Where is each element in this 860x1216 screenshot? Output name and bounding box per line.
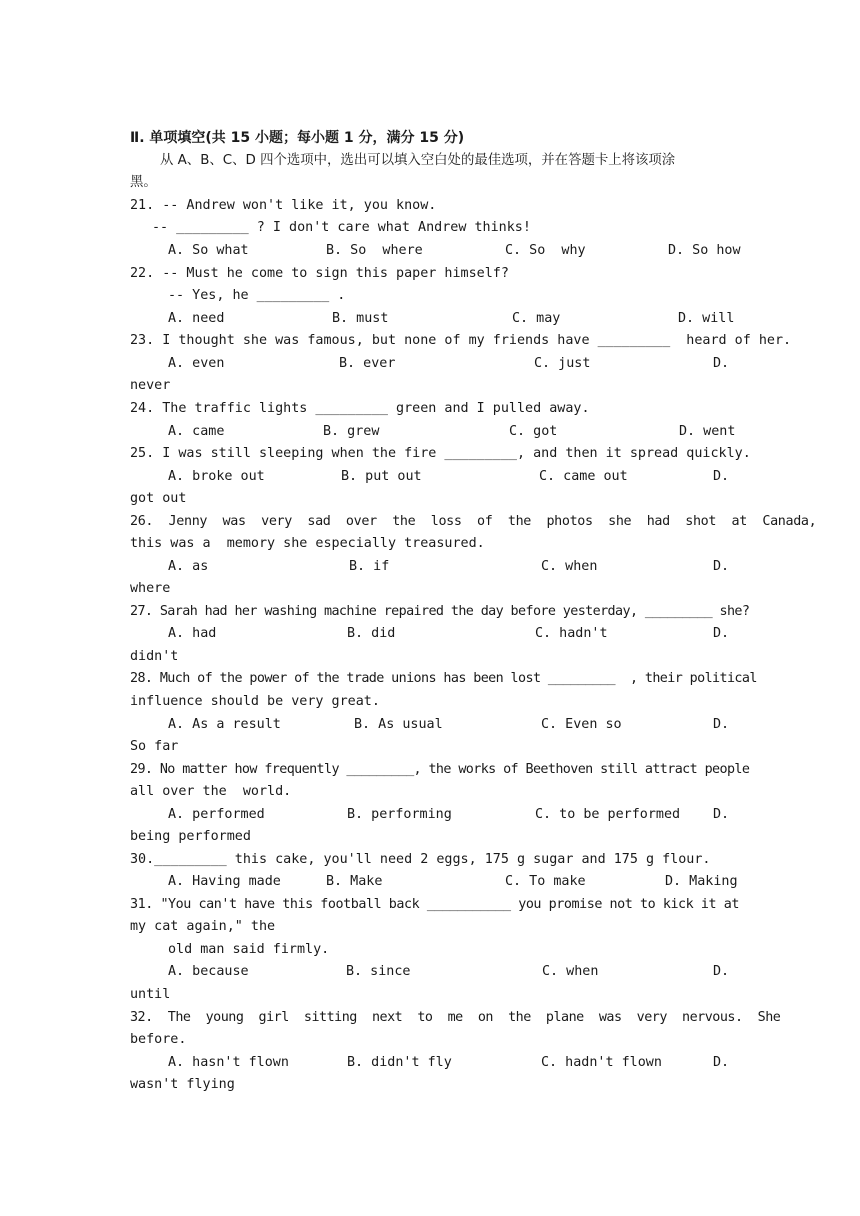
question-29-option-c: C. to be performed — [535, 807, 681, 822]
question-24-option-d: D. went — [679, 424, 736, 439]
question-32-option-a: A. hasn't flown — [168, 1055, 289, 1070]
question-29-option-d: D. — [713, 807, 730, 822]
question-21-option-b: B. So where — [326, 243, 423, 258]
question-32-option-b: B. didn't fly — [347, 1055, 452, 1070]
question-26-stem: 26. Jenny was very sad over the loss of the photos she had shot at Canada, — [130, 514, 817, 529]
question-28-stem: 28. Much of the power of the trade unions has been lost _________ , their political — [130, 671, 757, 686]
question-29-option-d-text: being performed — [130, 829, 251, 844]
question-32-line-2: before. — [130, 1032, 187, 1047]
question-27-option-c: C. hadn't — [535, 626, 608, 641]
question-27-option-a: A. had — [168, 626, 217, 641]
question-31-line-3: old man said firmly. — [168, 942, 330, 957]
question-23-option-d: D. — [713, 356, 730, 371]
question-22-line-2: -- Yes, he _________ . — [168, 288, 346, 303]
question-29-option-b: B. performing — [347, 807, 452, 822]
question-21-option-d: D. So how — [668, 243, 741, 258]
question-25-option-b: B. put out — [341, 469, 422, 484]
question-27-option-d: D. — [713, 626, 730, 641]
question-28-option-b: B. As usual — [354, 717, 443, 732]
question-31-option-c: C. when — [542, 964, 599, 979]
question-25-stem: 25. I was still sleeping when the fire _________, and then it spread quickly. — [130, 446, 751, 461]
question-21-stem: 21. -- Andrew won't like it, you know. — [130, 198, 437, 213]
question-31-line-2: my cat again," the — [130, 919, 276, 934]
question-23-option-c: C. just — [534, 356, 591, 371]
question-24-stem: 24. The traffic lights _________ green and I pulled away. — [130, 401, 590, 416]
question-24-option-a: A. came — [168, 424, 225, 439]
question-29-line-2: all over the world. — [130, 784, 292, 799]
question-26-option-d: D. — [713, 559, 730, 574]
question-21-option-c: C. So why — [505, 243, 586, 258]
question-31-option-d: D. — [713, 964, 730, 979]
question-23-option-a: A. even — [168, 356, 225, 371]
question-21-option-a: A. So what — [168, 243, 249, 258]
question-23-option-b: B. ever — [339, 356, 396, 371]
question-25-option-a: A. broke out — [168, 469, 265, 484]
question-31-stem: 31. "You can't have this football back ___________ you promise not to kick it at — [130, 897, 739, 912]
question-26-option-d-text: where — [130, 581, 171, 596]
question-26-option-c: C. when — [541, 559, 598, 574]
instruction-line-1: 从 A、B、C、D 四个选项中，选出可以填入空白处的最佳选项，并在答题卡上将该项涂 — [160, 153, 676, 168]
question-27-stem: 27. Sarah had her washing machine repaired the day before yesterday, _________ she? — [130, 604, 750, 619]
question-21-line-2: -- _________ ? I don't care what Andrew thinks! — [152, 220, 531, 235]
question-30-stem: 30._________ this cake, you'll need 2 eggs, 175 g sugar and 175 g flour. — [130, 852, 711, 867]
question-31-option-b: B. since — [346, 964, 411, 979]
question-32-option-c: C. hadn't flown — [541, 1055, 662, 1070]
question-26-line-2: this was a memory she especially treasured. — [130, 536, 485, 551]
question-22-option-b: B. must — [332, 311, 389, 326]
question-32-option-d-text: wasn't flying — [130, 1077, 235, 1092]
question-28-option-d-text: So far — [130, 739, 179, 754]
question-25-option-c: C. came out — [539, 469, 628, 484]
question-31-option-d-text: until — [130, 987, 171, 1002]
question-29-option-a: A. performed — [168, 807, 265, 822]
question-22-stem: 22. -- Must he come to sign this paper himself? — [130, 266, 509, 281]
question-28-option-c: C. Even so — [541, 717, 622, 732]
question-32-option-d: D. — [713, 1055, 730, 1070]
question-30-option-d: D. Making — [665, 874, 738, 889]
section-heading: Ⅱ. 单项填空(共 15 小题；每小题 1 分，满分 15 分) — [130, 130, 465, 146]
question-28-option-a: A. As a result — [168, 717, 281, 732]
question-27-option-d-text: didn't — [130, 649, 179, 664]
question-29-stem: 29. No matter how frequently _________, the works of Beethoven still attract people — [130, 762, 750, 777]
question-22-option-c: C. may — [512, 311, 561, 326]
question-23-stem: 23. I thought she was famous, but none of my friends have _________ heard of her. — [130, 333, 792, 348]
question-23-option-d-text: never — [130, 378, 171, 393]
question-25-option-d-text: got out — [130, 491, 187, 506]
question-26-option-b: B. if — [349, 559, 390, 574]
question-31-option-a: A. because — [168, 964, 249, 979]
question-25-option-d: D. — [713, 469, 730, 484]
question-30-option-a: A. Having made — [168, 874, 281, 889]
instruction-line-2: 黑。 — [130, 175, 157, 190]
question-32-stem: 32. The young girl sitting next to me on the plane was very nervous. She — [130, 1010, 781, 1025]
question-24-option-b: B. grew — [323, 424, 380, 439]
question-27-option-b: B. did — [347, 626, 396, 641]
question-28-line-2: influence should be very great. — [130, 694, 380, 709]
question-24-option-c: C. got — [509, 424, 558, 439]
question-30-option-b: B. Make — [326, 874, 383, 889]
question-26-option-a: A. as — [168, 559, 209, 574]
question-28-option-d: D. — [713, 717, 730, 732]
question-30-option-c: C. To make — [505, 874, 586, 889]
question-22-option-a: A. need — [168, 311, 225, 326]
question-22-option-d: D. will — [678, 311, 735, 326]
